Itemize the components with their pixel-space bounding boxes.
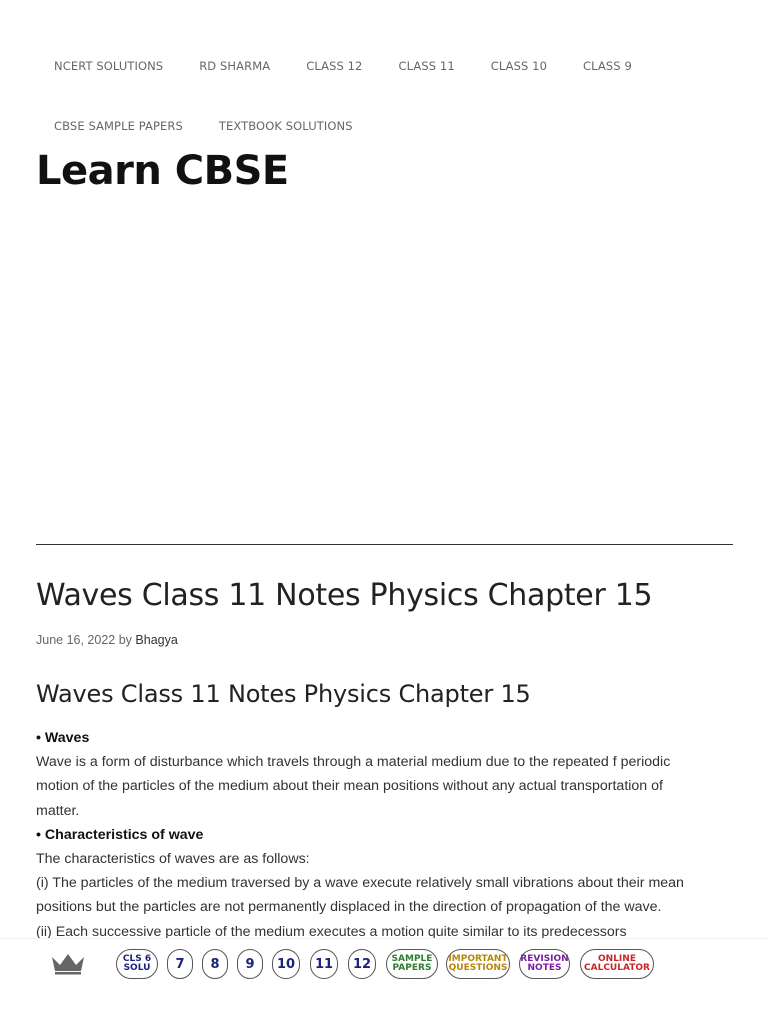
quick-link-sample-papers-button[interactable]: SAMPLE PAPERS [386,949,438,979]
quick-link-important-questions-button[interactable]: IMPORTANT QUESTIONS [446,949,510,979]
article-body [36,726,696,938]
article-by-label: by [118,633,132,647]
quick-link-class-6-solutions-button[interactable]: CLS 6 SOLU [116,949,158,979]
paragraph: Wave is a form of disturbance which travels through a material medium due to the repeated f periodic motion of the particles of the medium about their mean positions without any actual transportation of matter. [36,754,671,819]
paragraph: (ii) Each successive particle of the medium executes a motion quite similar to its predecessors [36,923,627,938]
nav-link-textbook-solutions[interactable]: TEXTBOOK SOLUTIONS [218,119,353,133]
article-heading: Waves Class 11 Notes Physics Chapter 15 [36,680,531,708]
nav-link-rd-sharma[interactable]: RD SHARMA [199,59,271,73]
paragraph: The characteristics of waves are as follows: [36,851,310,868]
main-navigation [36,40,736,152]
nav-row-secondary [36,100,736,152]
nav-link-ncert-solutions[interactable]: NCERT SOLUTIONS [54,59,164,73]
article-title: Waves Class 11 Notes Physics Chapter 15 [36,578,653,613]
header-divider [36,544,733,545]
nav-row-primary [36,40,736,92]
quick-link-class-10-button[interactable]: 10 [272,949,300,979]
article-date: June 16, 2022 [36,633,116,647]
quick-link-class-7-button[interactable]: 7 [167,949,193,979]
nav-link-class-9[interactable]: CLASS 9 [583,59,632,73]
quick-link-online-calculator-button[interactable]: ONLINE CALCULATOR [580,949,654,979]
quick-link-class-11-button[interactable]: 11 [310,949,338,979]
quick-link-class-9-button[interactable]: 9 [237,949,263,979]
nav-link-class-12[interactable]: CLASS 12 [306,59,363,73]
nav-link-class-11[interactable]: CLASS 11 [398,59,455,73]
article-content [36,680,696,938]
nav-link-class-10[interactable]: CLASS 10 [490,59,548,73]
bottom-sticky-bar [0,938,768,988]
quick-link-revision-notes-button[interactable]: REVISION NOTES [519,949,570,979]
quick-link-class-12-button[interactable]: 12 [348,949,376,979]
article-author-link[interactable]: Bhagya [135,633,178,647]
nav-link-cbse-sample-papers[interactable]: CBSE SAMPLE PAPERS [54,119,183,133]
article-meta [36,633,178,647]
crown-icon[interactable] [50,951,86,975]
quick-link-class-8-button[interactable]: 8 [202,949,228,979]
paragraph: (i) The particles of the medium traversed by a wave execute relatively small vibrations about their mean positions but the particles are not permanently displaced in the direction of propagation of the wave. [36,875,684,916]
section-heading: • Waves [36,730,90,746]
section-heading: • Characteristics of wave [36,826,204,843]
ad-placeholder [36,230,732,530]
site-title[interactable]: Learn CBSE [36,148,289,194]
